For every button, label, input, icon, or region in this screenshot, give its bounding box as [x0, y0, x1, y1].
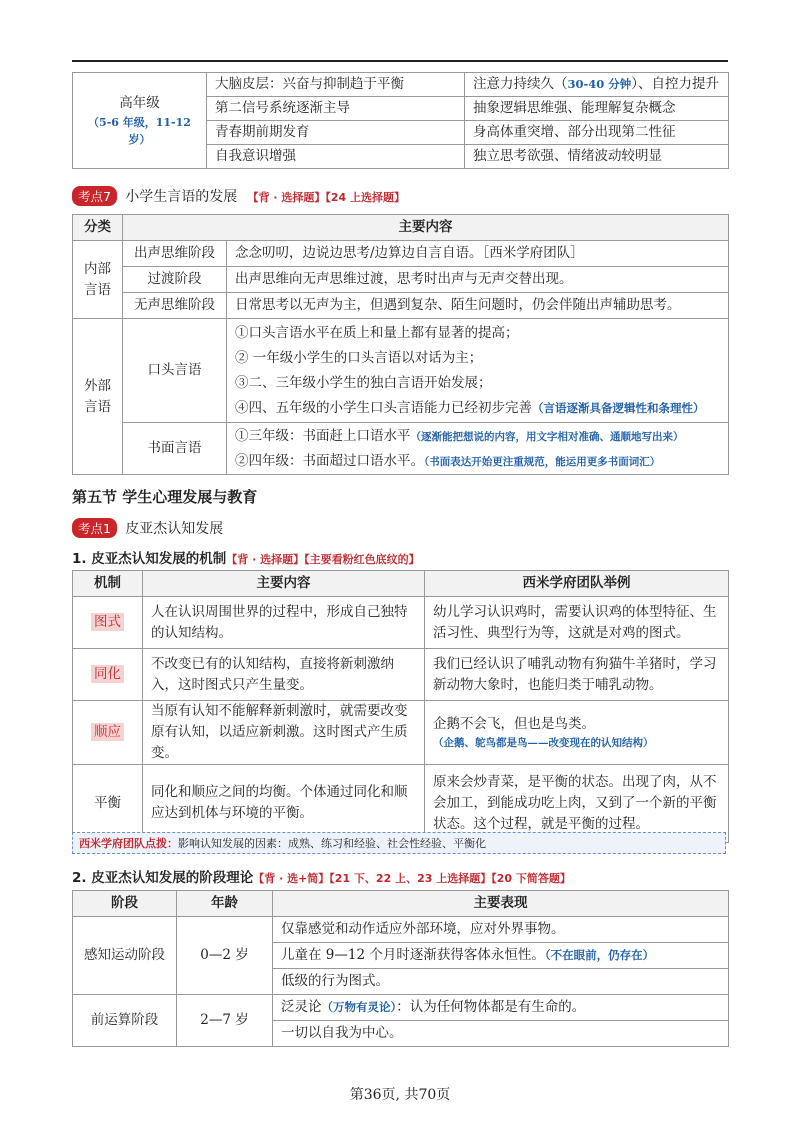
- stage-performance: 儿童在 9—12 个月时逐渐获得客体永恒性。（不在眼前，仍存在）: [273, 943, 729, 969]
- mechanism-example: 幼儿学习认识鸡时，需要认识鸡的体型特征、生活习性、典型行为等，这就是对鸡的图式。: [425, 597, 729, 649]
- stage-age: 2—7 岁: [177, 995, 273, 1047]
- mechanism-table: [72, 570, 729, 843]
- stage-cell: 过渡阶段: [123, 267, 227, 293]
- grade-row-a: 第二信号系统逐渐主导: [207, 97, 465, 121]
- stage-performance: 泛灵论（万物有灵论）：认为任何物体都是有生命的。: [273, 995, 729, 1021]
- grade-row-b: 身高体重突增、部分出现第二性征: [465, 121, 729, 145]
- grade-row-b: 抽象逻辑思维强、能理解复杂概念: [465, 97, 729, 121]
- stage-content: 念念叨叨，边说边思考/边算边自言自语。［西米学府团队］: [227, 241, 729, 267]
- stage-content: 出声思维向无声思维过渡，思考时出声与无声交替出现。: [227, 267, 729, 293]
- tip-label: 西米学府团队点拨：: [79, 837, 178, 850]
- header-content: 主要内容: [123, 215, 729, 241]
- grade-row-b: 注意力持续久（30-40 分钟）、自控力提升: [465, 73, 729, 97]
- header-example: 西米学府团队举例: [425, 571, 729, 597]
- grade-table: [72, 72, 729, 169]
- header-stage: 阶段: [73, 891, 177, 917]
- tip-text: 影响认知发展的因素：成熟、练习和经验、社会性经验、平衡化: [178, 837, 486, 850]
- outer-speech-label: 外部 言语: [73, 319, 123, 475]
- kaodian7-heading: [72, 186, 405, 206]
- inner-speech-label: 内部 言语: [73, 241, 123, 319]
- kaodian7-tag: 【背 · 选择题】【24 上选择题】: [247, 191, 406, 204]
- stage-table: [72, 890, 729, 1047]
- oral-line: ④四、五年级的小学生口头言语能力已经初步完善（言语逐渐具备逻辑性和条理性）: [235, 399, 705, 416]
- oral-line: ③二、三年级小学生的独白言语开始发展；: [235, 374, 492, 391]
- section-title: 第五节 学生心理发展与教育: [72, 488, 258, 506]
- grade-sub: （5-6 年级，11-12 岁）: [88, 115, 191, 146]
- mechanism-name: 顺应: [73, 701, 143, 765]
- mechanism-name: 同化: [73, 649, 143, 701]
- header-age: 年龄: [177, 891, 273, 917]
- written-line: ②四年级：书面超过口语水平。（书面表达开始更注重规范，能运用更多书面词汇）: [235, 452, 661, 469]
- mechanism-content: 人在认识周围世界的过程中，形成自己独特的认知结构。: [143, 597, 425, 649]
- mechanism-content: 不改变已有的认知结构，直接将新刺激纳入，这时图式只产生量变。: [143, 649, 425, 701]
- stage-cell: 出声思维阶段: [123, 241, 227, 267]
- stage-name: 感知运动阶段: [73, 917, 177, 995]
- header-performance: 主要表现: [273, 891, 729, 917]
- written-line: ①三年级：书面赶上口语水平（逐渐能把想说的内容，用文字相对准确、通顺地写出来）: [235, 427, 684, 444]
- tip-box: [72, 832, 726, 854]
- sub1-tag: 【背 · 选择题】【主要看粉红色底纹的】: [226, 553, 420, 566]
- grade-label: 高年级: [119, 94, 160, 111]
- mechanism-name: 平衡: [73, 764, 143, 842]
- stage-performance: 低级的行为图式。: [273, 969, 729, 995]
- kaodian1-heading: [72, 518, 223, 538]
- stage-content: 日常思考以无声为主，但遇到复杂、陌生问题时，仍会伴随出声辅助思考。: [227, 293, 729, 319]
- sub2-title: 2. 皮亚杰认知发展的阶段理论: [72, 870, 254, 886]
- sub2-heading: [72, 866, 571, 886]
- header-category: 分类: [73, 215, 123, 241]
- grade-row-b: 独立思考欲强、情绪波动较明显: [465, 145, 729, 169]
- stage-cell: 无声思维阶段: [123, 293, 227, 319]
- stage-cell: 口头言语: [123, 319, 227, 423]
- stage-performance: 仅靠感觉和动作适应外部环境，应对外界事物。: [273, 917, 729, 943]
- written-content: [227, 423, 729, 475]
- sub1-title: 1. 皮亚杰认知发展的机制: [72, 551, 227, 567]
- page-footer: 第36页, 共70页: [349, 1087, 451, 1103]
- mechanism-example: 原来会炒青菜，是平衡的状态。出现了肉，从不会加工，到能成功吃上肉，又到了一个新的平衡状态。这个过程，就是平衡的过程。: [425, 764, 729, 842]
- grade-row-a: 青春期前期发育: [207, 121, 465, 145]
- oral-content: [227, 319, 729, 423]
- stage-performance: 一切以自我为中心。: [273, 1021, 729, 1047]
- mechanism-name: 图式: [73, 597, 143, 649]
- speech-table: [72, 214, 729, 475]
- stage-name: 前运算阶段: [73, 995, 177, 1047]
- kaodian7-title: 小学生言语的发展: [125, 189, 238, 205]
- kaodian1-title: 皮亚杰认知发展: [125, 521, 224, 537]
- top-rule: [72, 60, 728, 62]
- stage-cell: 书面言语: [123, 423, 227, 475]
- grade-cell: [73, 73, 207, 169]
- stage-age: 0—2 岁: [177, 917, 273, 995]
- mechanism-content: 同化和顺应之间的均衡。个体通过同化和顺应达到机体与环境的平衡。: [143, 764, 425, 842]
- oral-line: ①口头言语水平在质上和量上都有显著的提高；: [235, 324, 519, 341]
- sub2-tag: 【背 · 选+简】【21 下、22 上、23 上选择题】【20 下简答题】: [253, 872, 571, 885]
- header-mechanism: 机制: [73, 571, 143, 597]
- oral-line: ② 一年级小学生的口头言语以对话为主；: [235, 349, 483, 366]
- grade-row-a: 自我意识增强: [207, 145, 465, 169]
- mechanism-content: 当原有认知不能解释新刺激时，就需要改变原有认知，以适应新刺激。这时图式产生质变。: [143, 701, 425, 765]
- kaodian1-badge: 考点1: [72, 518, 117, 538]
- grade-row-a: 大脑皮层：兴奋与抑制趋于平衡: [207, 73, 465, 97]
- header-content: 主要内容: [143, 571, 425, 597]
- mechanism-example: 我们已经认识了哺乳动物有狗猫牛羊猪时，学习新动物大象时，也能归类于哺乳动物。: [425, 649, 729, 701]
- mechanism-example: 企鹅不会飞，但也是鸟类。 （企鹅、鸵鸟都是鸟——改变现在的认知结构）: [425, 701, 729, 765]
- sub1-heading: [72, 547, 420, 567]
- kaodian7-badge: 考点7: [72, 186, 117, 206]
